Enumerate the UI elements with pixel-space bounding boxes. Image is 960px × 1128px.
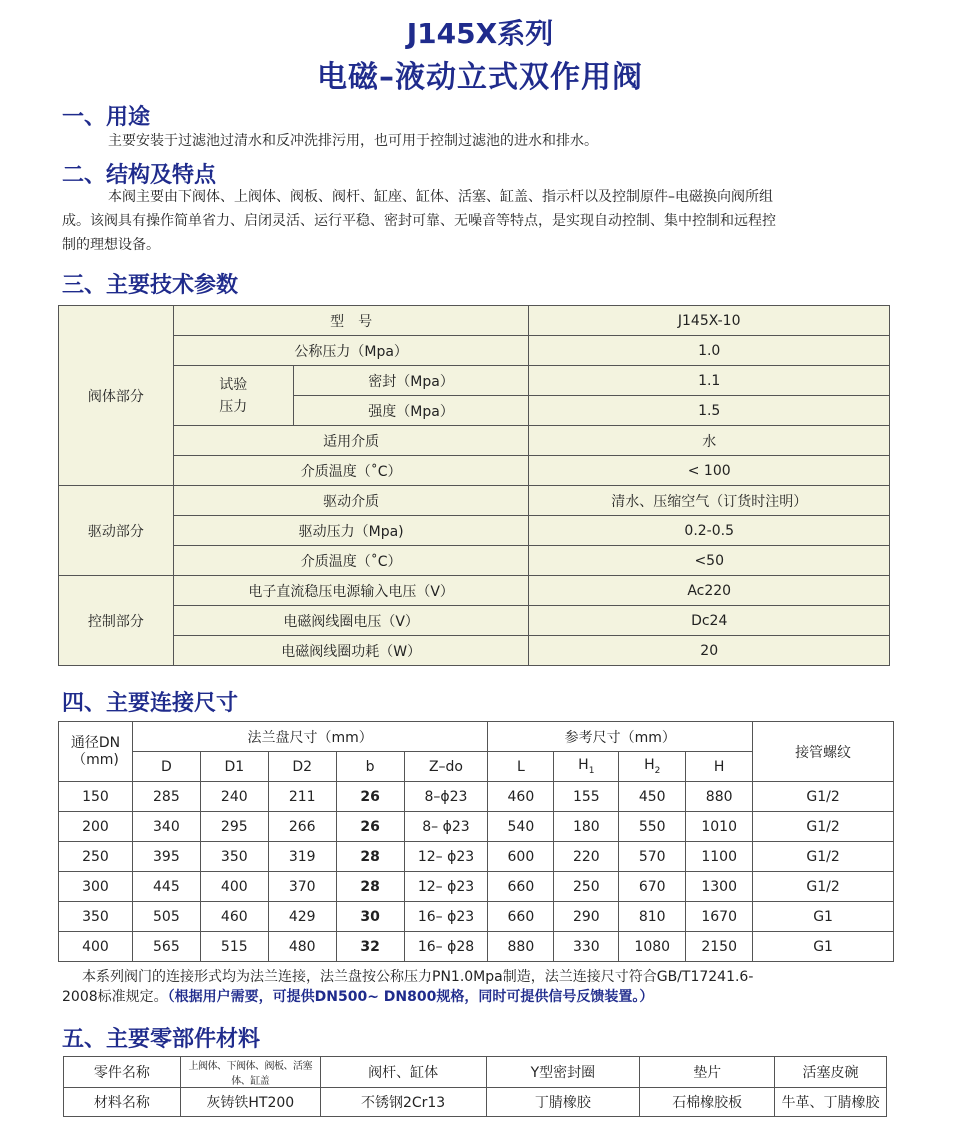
table-cell: 1670 <box>686 902 753 932</box>
dims-header-flange: 法兰盘尺寸（mm） <box>132 722 487 752</box>
table-cell: 300 <box>59 872 133 902</box>
param-label: 电磁阀线圈功耗（W） <box>173 636 529 666</box>
table-cell: 880 <box>488 932 554 962</box>
dims-note-standard: 2008标准规定。 <box>62 989 168 1005</box>
table-cell: 400 <box>200 872 268 902</box>
table-cell: 670 <box>619 872 686 902</box>
col-header-h2 <box>619 752 686 782</box>
table-cell: 330 <box>554 932 619 962</box>
section-heading-params: 三、主要技术参数 <box>62 273 239 298</box>
table-cell: 395 <box>132 842 200 872</box>
table-cell: 540 <box>488 812 554 842</box>
table-cell: 12– ɸ23 <box>404 842 488 872</box>
col-header-letter: H <box>644 757 655 774</box>
col-header-h1 <box>554 752 619 782</box>
table-cell: 240 <box>200 782 268 812</box>
param-value: 0.2-0.5 <box>529 516 890 546</box>
document-subtitle: 电磁–液动立式双作用阀 <box>317 60 643 95</box>
dims-table <box>58 721 894 962</box>
structure-text-line2: 成。该阀具有操作简单省力、启闭灵活、运行平稳、密封可靠、无噪音等特点，是实现自动控制、集中控制和远程控 <box>62 213 776 229</box>
table-cell: 200 <box>59 812 133 842</box>
usage-text: 主要安装于过滤池过清水和反冲洗排污用，也可用于控制过滤池的进水和排水。 <box>108 133 598 149</box>
param-value: 水 <box>529 426 890 456</box>
param-value: 1.5 <box>529 396 890 426</box>
col-header: H <box>686 752 753 782</box>
table-cell: 211 <box>268 782 336 812</box>
dims-table-body <box>59 782 894 962</box>
param-value: < 100 <box>529 456 890 486</box>
table-cell: 16– ɸ23 <box>404 902 488 932</box>
table-cell: 1100 <box>686 842 753 872</box>
dims-header-dn: 通径DN （mm) <box>59 722 133 782</box>
dims-header-ref: 参考尺寸（mm） <box>488 722 753 752</box>
table-cell: 480 <box>268 932 336 962</box>
material-cell: 石棉橡胶板 <box>640 1088 775 1117</box>
dims-header-thread: 接管螺纹 <box>753 722 894 782</box>
structure-text-line1: 本阀主要由下阀体、上阀体、阀板、阀杆、缸座、缸体、活塞、缸盖、指示杆以及控制原件–电磁换向阀所组 <box>108 189 773 205</box>
param-label: 型 号 <box>173 306 529 336</box>
param-label: 驱动介质 <box>173 486 529 516</box>
table-cell: 810 <box>619 902 686 932</box>
table-cell: 460 <box>488 782 554 812</box>
table-row <box>59 812 894 842</box>
table-cell: 880 <box>686 782 753 812</box>
test-pressure-label: 试验 压力 <box>173 366 293 426</box>
param-value: Ac220 <box>529 576 890 606</box>
table-cell: 26 <box>336 782 404 812</box>
param-value: 清水、压缩空气（订货时注明） <box>529 486 890 516</box>
param-value: 1.0 <box>529 336 890 366</box>
section-heading-usage: 一、用途 <box>62 105 151 130</box>
table-cell: 150 <box>59 782 133 812</box>
material-cell: 牛革、丁腈橡胶 <box>775 1088 887 1117</box>
param-label: 强度（Mpa） <box>293 396 529 426</box>
document-title: J145X系列 <box>406 17 554 50</box>
table-cell: 250 <box>554 872 619 902</box>
table-cell: 400 <box>59 932 133 962</box>
table-cell: 370 <box>268 872 336 902</box>
table-cell: 429 <box>268 902 336 932</box>
col-header-sub: 1 <box>588 765 595 776</box>
dims-note-custom: （根据用户需要，可提供DN500~ DN800规格，同时可提供信号反馈装置。） <box>167 989 654 1005</box>
table-cell: 660 <box>488 872 554 902</box>
table-cell: 266 <box>268 812 336 842</box>
col-header: D1 <box>200 752 268 782</box>
material-cell: 灰铸铁HT200 <box>180 1088 320 1117</box>
section-heading-structure: 二、结构及特点 <box>62 163 217 188</box>
table-cell: 28 <box>336 842 404 872</box>
table-cell: 28 <box>336 872 404 902</box>
table-cell: 220 <box>554 842 619 872</box>
table-row <box>59 932 894 962</box>
group-control: 控制部分 <box>59 576 174 666</box>
dims-note-line2 <box>62 985 653 1009</box>
table-cell: 660 <box>488 902 554 932</box>
param-value: J145X-10 <box>529 306 890 336</box>
material-cell: 活塞皮碗 <box>775 1057 887 1088</box>
table-cell: G1/2 <box>753 872 894 902</box>
table-cell: 600 <box>488 842 554 872</box>
param-label: 密封（Mpa） <box>293 366 529 396</box>
table-row <box>59 842 894 872</box>
material-cell: 垫片 <box>640 1057 775 1088</box>
table-cell: 30 <box>336 902 404 932</box>
material-cell: Y型密封圈 <box>486 1057 640 1088</box>
table-cell: 350 <box>200 842 268 872</box>
table-row <box>59 872 894 902</box>
table-cell: 285 <box>132 782 200 812</box>
table-cell: 8–ɸ23 <box>404 782 488 812</box>
param-label: 介质温度（˚C） <box>173 546 529 576</box>
table-cell: 565 <box>132 932 200 962</box>
param-label: 电子直流稳压电源输入电压（V） <box>173 576 529 606</box>
table-cell: 8– ɸ23 <box>404 812 488 842</box>
table-cell: 1080 <box>619 932 686 962</box>
material-cell: 阀杆、缸体 <box>320 1057 486 1088</box>
param-label: 驱动压力（Mpa) <box>173 516 529 546</box>
table-cell: 350 <box>59 902 133 932</box>
table-cell: 550 <box>619 812 686 842</box>
table-cell: 340 <box>132 812 200 842</box>
col-header: b <box>336 752 404 782</box>
table-cell: 26 <box>336 812 404 842</box>
dims-note-line1: 本系列阀门的连接形式均为法兰连接，法兰盘按公称压力PN1.0Mpa制造，法兰连接尺寸符合GB/T17241.6- <box>82 969 754 985</box>
param-label: 介质温度（˚C） <box>173 456 529 486</box>
material-cell: 上阀体、下阀体、阀板、活塞体、缸盖 <box>180 1057 320 1088</box>
table-cell: G1 <box>753 932 894 962</box>
materials-table <box>63 1056 887 1117</box>
table-cell: 16– ɸ28 <box>404 932 488 962</box>
table-cell: 12– ɸ23 <box>404 872 488 902</box>
table-cell: G1 <box>753 902 894 932</box>
params-table <box>58 305 890 666</box>
table-row <box>59 902 894 932</box>
param-label: 适用介质 <box>173 426 529 456</box>
param-value: 20 <box>529 636 890 666</box>
table-cell: 445 <box>132 872 200 902</box>
table-cell: 295 <box>200 812 268 842</box>
table-cell: 155 <box>554 782 619 812</box>
param-value: 1.1 <box>529 366 890 396</box>
material-cell: 不锈钢2Cr13 <box>320 1088 486 1117</box>
col-header: D2 <box>268 752 336 782</box>
col-header: Z–do <box>404 752 488 782</box>
table-cell: 460 <box>200 902 268 932</box>
section-heading-materials: 五、主要零部件材料 <box>62 1027 261 1052</box>
table-cell: 570 <box>619 842 686 872</box>
table-cell: 1300 <box>686 872 753 902</box>
table-cell: 32 <box>336 932 404 962</box>
table-cell: 515 <box>200 932 268 962</box>
material-cell: 丁腈橡胶 <box>486 1088 640 1117</box>
param-value: <50 <box>529 546 890 576</box>
material-cell: 材料名称 <box>64 1088 181 1117</box>
group-drive: 驱动部分 <box>59 486 174 576</box>
group-body: 阀体部分 <box>59 306 174 486</box>
table-cell: G1/2 <box>753 842 894 872</box>
table-cell: 2150 <box>686 932 753 962</box>
col-header-letter: H <box>578 757 589 774</box>
param-value: Dc24 <box>529 606 890 636</box>
table-cell: 505 <box>132 902 200 932</box>
table-cell: G1/2 <box>753 782 894 812</box>
table-cell: 450 <box>619 782 686 812</box>
table-row <box>59 782 894 812</box>
section-heading-dims: 四、主要连接尺寸 <box>62 691 239 716</box>
table-cell: G1/2 <box>753 812 894 842</box>
col-header: D <box>132 752 200 782</box>
param-label: 电磁阀线圈电压（V） <box>173 606 529 636</box>
col-header: L <box>488 752 554 782</box>
structure-text-line3: 制的理想设备。 <box>62 237 160 253</box>
table-cell: 1010 <box>686 812 753 842</box>
param-label: 公称压力（Mpa） <box>173 336 529 366</box>
table-cell: 290 <box>554 902 619 932</box>
col-header-sub: 2 <box>654 765 661 776</box>
material-cell: 零件名称 <box>64 1057 181 1088</box>
table-cell: 319 <box>268 842 336 872</box>
table-cell: 180 <box>554 812 619 842</box>
table-cell: 250 <box>59 842 133 872</box>
